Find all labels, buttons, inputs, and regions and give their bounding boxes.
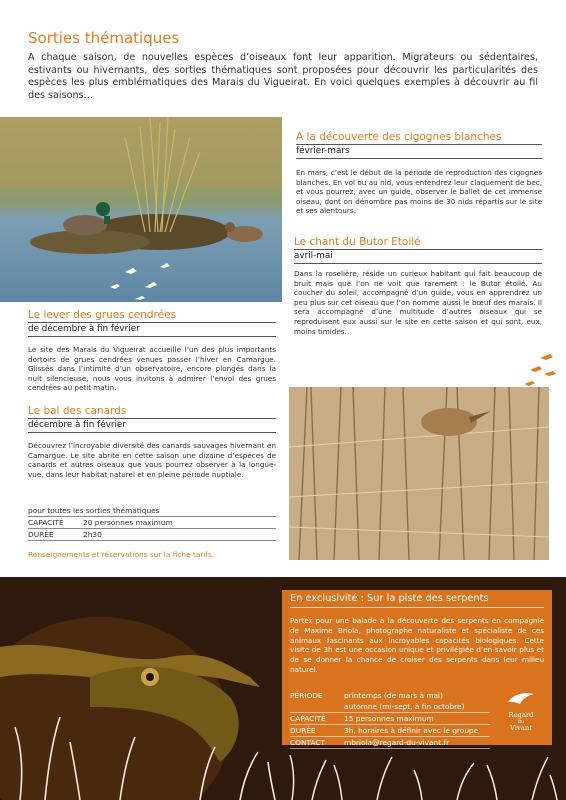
bittern-photo: [289, 387, 549, 560]
section-period-canards: décembre à fin février: [28, 420, 276, 433]
page-title: Sorties thématiques: [28, 29, 180, 47]
table-row: CAPACITÉ 20 personnes maximum: [28, 517, 276, 529]
section-text-butor: Dans la roselière, réside un curieux habitant qui fait beaucoup de bruit mais que l’on ne voit que rarement : le Butor étoilé. Au coucher du soleil, accompagné d’un guide, vous en apprendrez un peu plus sur cet oiseau que l’on nomme aussi le bœuf des marais. Il sera accompagné d’une multitude d’autres oiseaux qui se reproduisent eux aussi sur le site en cette saison et qui sont, eux, moins timides.: [294, 269, 542, 336]
section-title-cigognes: A la découverte des cigognes blanches: [296, 131, 502, 143]
table-row: CONTACT mbriola@regard-du-vivant.fr: [290, 737, 490, 749]
section-period-cigognes: février-mars: [296, 146, 542, 159]
table-row: automne (mi-sept. à fin octobre): [290, 701, 490, 713]
section-text-grues: Le site des Marais du Vigueirat accueille l’un des plus importants dortoirs de grues cendrées venues passer l’hiver en Camargue. Glissés dans l’intimité d’un observatoire, encore plongés dans la nuit silencieuse, nous vous invitons à admirer l’envol des grues cendrées au petit matin.: [28, 345, 276, 393]
ducks-photo: [0, 117, 282, 302]
regard-du-vivant-logo: Regard du Vivant: [496, 690, 546, 742]
section-text-cigognes: En mars, c’est le début de la période de reproduction des cigognes blanches. En vol ou au nid, vous entendrez leur claquement de bec, et vous pourrez, avec un guide, observer le ballet de cet immense oiseau, dont on dénombre pas moins de 30 nids répartis sur le site et ses alentours.: [296, 168, 542, 216]
info-header: pour toutes les sorties thématiques: [28, 505, 276, 517]
table-row: CAPACITÉ 15 personnes maximum: [290, 713, 490, 725]
grass-decoration: [282, 735, 566, 800]
section-title-butor: Le chant du Butor Etoilé: [294, 236, 421, 248]
table-row: DURÉE 3h, horaires à définir avec le groupe: [290, 725, 490, 737]
bird-logo-icon: [506, 690, 536, 708]
section-period-butor: avril-mai: [294, 251, 542, 264]
section-title-grues: Le lever des grues cendrées: [28, 309, 177, 321]
serpents-text: Partez pour une balade à la découverte des serpents en compagnie de Maxime Briola, photographe naturaliste et spécialiste de ces animaux fascinants aux incroyables capacités biologiques. Cette visite de 3h est une occasion unique et privilégiée d’en savoir plus et de se donner la chance de croiser des serpents dans leur milieu naturel.: [290, 616, 544, 674]
section-text-canards: Découvrez l’incroyable diversité des canards sauvages hivernant en Camargue. Le site abrite en cette saison une dizaine d’espèces de canards et autres oiseaux que vous pourrez observer à la longue-vue, dans leur habitat naturel et en pleine période nuptiale.: [28, 441, 276, 479]
serpents-title: En exclusivité : Sur la piste des serpents: [290, 593, 489, 604]
info-note: Renseignements et réservations sur la fiche tarifs.: [28, 550, 215, 559]
section-period-grues: de décembre à fin février: [28, 324, 276, 337]
table-row: PÉRIODE printemps (de mars à mai): [290, 691, 443, 700]
intro-paragraph: A chaque saison, de nouvelles espèces d’oiseaux font leur apparition. Migrateurs ou sédentaires, estivants ou hivernants, des sorties thématiques sont proposées pour découvrir les particularités des espèces les plus emblématiques des Marais du Vigueirat. En voici quelques exemples à découvrir au fil des saisons…: [28, 52, 538, 101]
section-title-canards: Le bal des canards: [28, 405, 127, 417]
table-row: DURÉE 2h30: [28, 529, 276, 541]
info-table: [28, 505, 276, 541]
